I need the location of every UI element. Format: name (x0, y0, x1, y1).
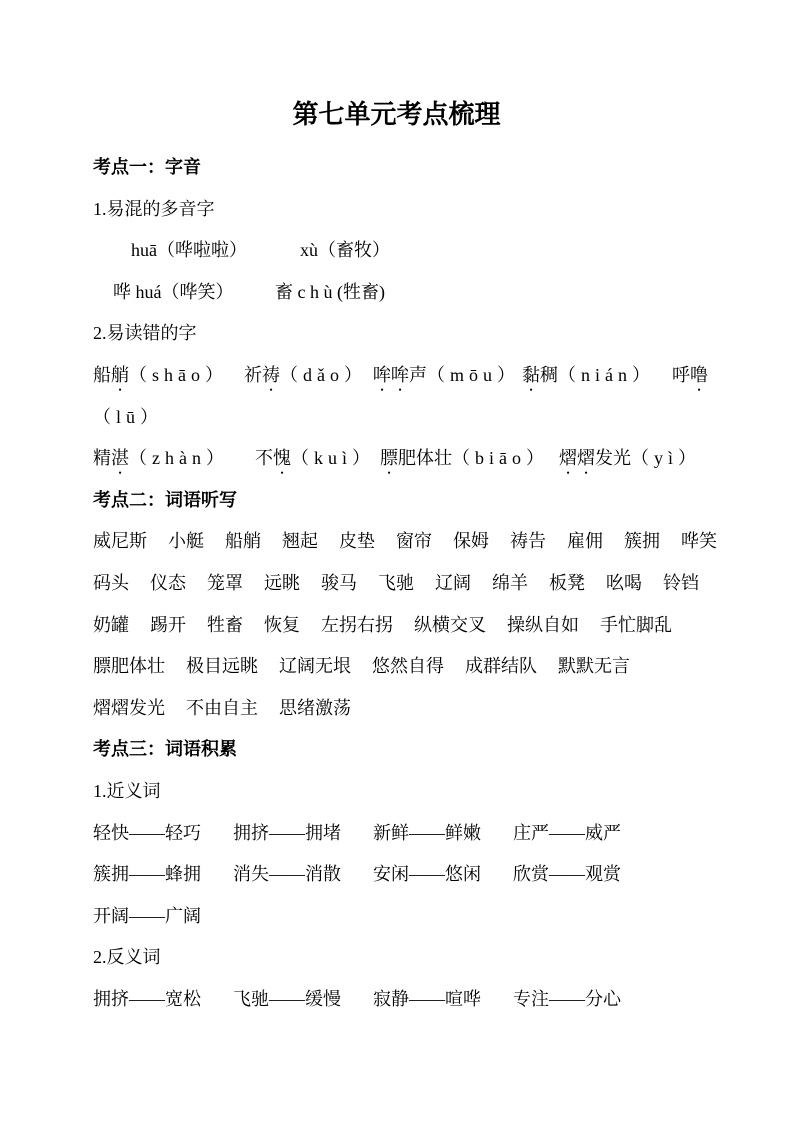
dotted-char: 噜 (690, 364, 708, 385)
polyphone-reading: 哗 huá（哗笑） (113, 281, 234, 302)
pinyin: （shāo） (129, 364, 228, 385)
dictation-word: 悠然自得 (372, 656, 444, 677)
dotted-char: 熠熠 (559, 448, 595, 469)
misread-item (373, 355, 520, 397)
pinyin: （yì） (631, 448, 702, 469)
dictation-word: 小艇 (168, 531, 204, 552)
pinyin: （biāo） (452, 448, 549, 469)
misread-item (559, 438, 701, 480)
dictation-word: 铃铛 (663, 572, 699, 593)
word-part: 祈 (244, 364, 262, 385)
word-part: 声 (409, 364, 427, 385)
dictation-word: 飞驰 (378, 572, 414, 593)
dictation-word: 哗笑 (681, 531, 717, 552)
misread-item (244, 355, 367, 397)
misread-item (255, 438, 375, 480)
dotted-char: 艄 (111, 364, 129, 385)
page-title: 第七单元考点梳理 (292, 100, 501, 129)
dictation-word: 吆喝 (606, 572, 642, 593)
dictation-word: 辽阔无垠 (279, 656, 351, 677)
dictation-word: 牲畜 (207, 614, 243, 635)
section-heading-pronunciation: 考点一：字音 (93, 157, 201, 177)
synonym-pair: 轻快——轻巧 (93, 822, 201, 843)
dictation-word: 码头 (93, 572, 129, 593)
dotted-char: 哞哞 (373, 364, 409, 385)
dictation-row (93, 605, 753, 647)
synonym-row (93, 854, 753, 896)
dictation-word: 熠熠发光 (93, 697, 165, 718)
dictation-word: 纵横交叉 (414, 614, 486, 635)
dictation-row (93, 521, 753, 563)
word-part: 发光 (595, 448, 631, 469)
subheading-misread: 2.易读错的字 (93, 323, 197, 344)
dictation-word: 操纵自如 (507, 614, 579, 635)
pinyin: （kuì） (291, 448, 376, 469)
dictation-word: 船艄 (225, 531, 261, 552)
antonym-pair: 专注——分心 (513, 988, 621, 1009)
pinyin: （mōu） (427, 364, 521, 385)
subheading-synonyms: 1.近义词 (93, 780, 161, 801)
polyphone-row (93, 272, 753, 314)
synonym-pair: 欣赏——观赏 (513, 864, 621, 885)
dictation-word: 仪态 (150, 572, 186, 593)
dictation-row (93, 646, 753, 688)
dictation-word: 左拐右拐 (321, 614, 393, 635)
misread-item (380, 438, 549, 480)
dictation-word: 不由自主 (186, 697, 258, 718)
section-heading-dictation: 考点二：词语听写 (93, 489, 237, 510)
misread-item (93, 438, 229, 480)
polyphone-reading: 畜 c h ù (牲畜) (275, 281, 385, 302)
synonym-pair: 簇拥——蜂拥 (93, 864, 201, 885)
dictation-word: 板凳 (549, 572, 585, 593)
pinyin: （zhàn） (129, 448, 229, 469)
pinyin: （nián） (558, 364, 655, 385)
word-part: 船 (93, 364, 111, 385)
dictation-row (93, 563, 753, 605)
word-part: 精 (93, 448, 111, 469)
synonym-pair: 消失——消散 (233, 864, 341, 885)
synonym-pair: 开阔——广阔 (93, 905, 201, 926)
dictation-word: 保姆 (453, 531, 489, 552)
dictation-word: 威尼斯 (93, 531, 147, 552)
dictation-word: 默默无言 (558, 656, 630, 677)
dictation-word: 绵羊 (492, 572, 528, 593)
dotted-char: 祷 (262, 364, 280, 385)
dictation-row (93, 688, 753, 730)
section-heading-vocabulary: 考点三：词语积累 (93, 739, 237, 760)
dictation-word: 窗帘 (396, 531, 432, 552)
dictation-word: 奶罐 (93, 614, 129, 635)
dictation-word: 皮垫 (339, 531, 375, 552)
misread-line-wrap (93, 397, 753, 439)
misread-line (93, 438, 753, 480)
misread-item (522, 355, 655, 397)
dotted-char: 湛 (111, 448, 129, 469)
dictation-word: 雇佣 (567, 531, 603, 552)
document-body (93, 147, 753, 1020)
antonym-pair: 寂静——喧哗 (373, 988, 481, 1009)
dictation-word: 膘肥体壮 (93, 656, 165, 677)
word-part: 不 (255, 448, 273, 469)
dictation-word: 思绪激荡 (279, 697, 351, 718)
synonym-pair: 安闲——悠闲 (373, 864, 481, 885)
dictation-word: 踢开 (150, 614, 186, 635)
dictation-word: 极目远眺 (186, 656, 258, 677)
dictation-word: 恢复 (264, 614, 300, 635)
dictation-word: 远眺 (264, 572, 300, 593)
word-part: 肥体壮 (398, 448, 452, 469)
dotted-char: 愧 (273, 448, 291, 469)
antonym-row (93, 979, 753, 1021)
subheading-antonyms: 2.反义词 (93, 947, 161, 968)
dictation-word: 辽阔 (435, 572, 471, 593)
dotted-char: 黏 (522, 364, 540, 385)
dictation-word: 翘起 (282, 531, 318, 552)
synonym-pair: 庄严——威严 (513, 822, 621, 843)
dotted-char: 膘 (380, 448, 398, 469)
dictation-word: 手忙脚乱 (600, 614, 672, 635)
dictation-word: 成群结队 (465, 656, 537, 677)
synonym-row (93, 813, 753, 855)
pinyin: （dǎo） (280, 364, 367, 385)
word-part: 稠 (540, 364, 558, 385)
dictation-word: 笼罩 (207, 572, 243, 593)
misread-item (93, 355, 228, 397)
synonym-pair: 拥挤——拥堵 (233, 822, 341, 843)
dictation-word: 骏马 (321, 572, 357, 593)
subheading-polyphones: 1.易混的多音字 (93, 198, 215, 219)
polyphone-reading: huā（哗啦啦） (131, 240, 247, 261)
pinyin: （lū） (93, 406, 164, 427)
antonym-pair: 拥挤——宽松 (93, 988, 201, 1009)
dictation-word: 祷告 (510, 531, 546, 552)
word-part: 呼 (672, 364, 690, 385)
polyphone-row (93, 230, 753, 272)
misread-item (672, 355, 708, 397)
antonym-pair: 飞驰——缓慢 (233, 988, 341, 1009)
polyphone-reading: xù（畜牧） (300, 240, 390, 261)
dictation-word: 簇拥 (624, 531, 660, 552)
misread-line (93, 355, 753, 397)
synonym-pair: 新鲜——鲜嫩 (373, 822, 481, 843)
synonym-row (93, 896, 753, 938)
